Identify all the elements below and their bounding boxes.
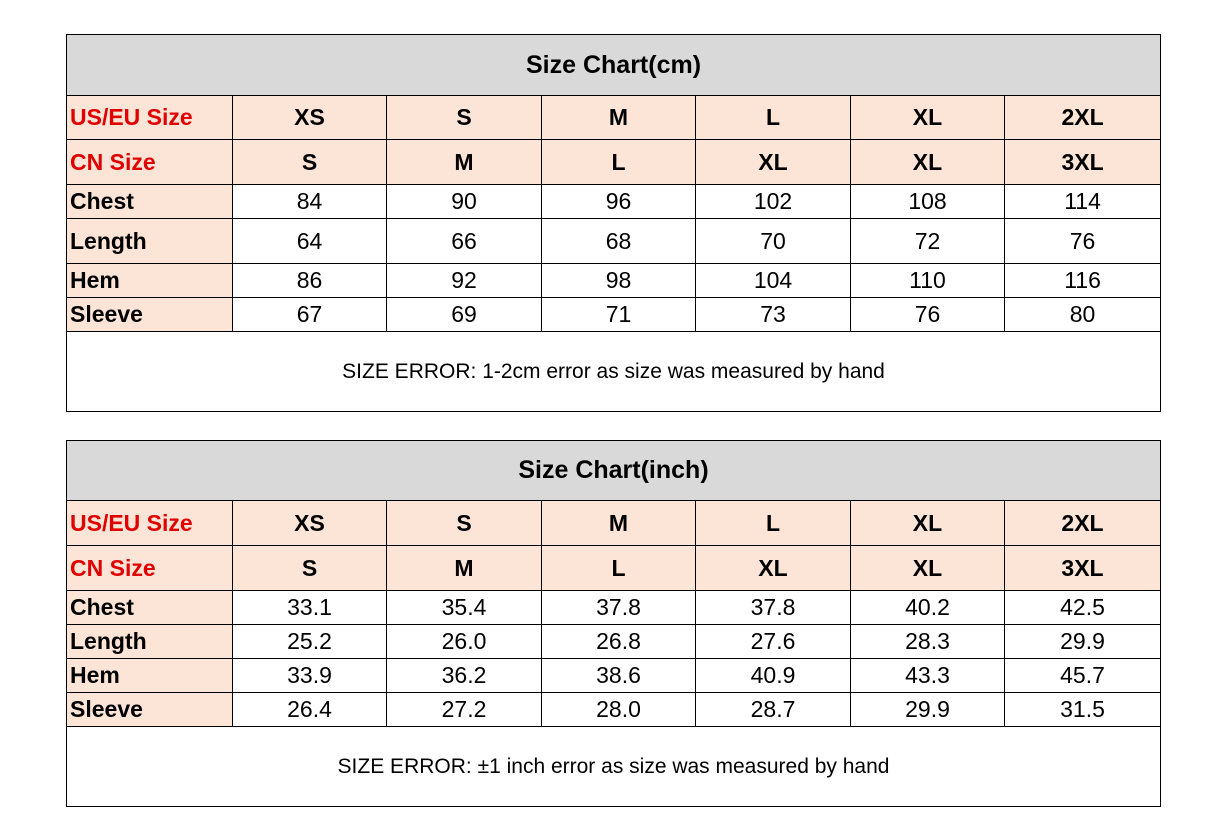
us-eu-size-cell: XL [851,501,1005,546]
value-cell: 33.9 [233,659,387,693]
value-cell: 28.0 [542,693,696,727]
value-cell: 102 [696,185,851,219]
table-row [67,693,1161,727]
table-row [67,625,1161,659]
value-cell: 37.8 [542,591,696,625]
table-row [67,185,1161,219]
cn-size-cell: M [387,546,542,591]
table-row [67,298,1161,332]
value-cell: 68 [542,219,696,264]
value-cell: 26.4 [233,693,387,727]
value-cell: 71 [542,298,696,332]
cn-size-label: CN Size [67,546,233,591]
us-eu-size-cell: XS [233,96,387,140]
value-cell: 67 [233,298,387,332]
value-cell: 66 [387,219,542,264]
value-cell: 26.8 [542,625,696,659]
size-chart-cm [66,34,1161,412]
measure-label: Chest [67,591,233,625]
us-eu-size-cell: 2XL [1005,501,1161,546]
measure-label: Sleeve [67,298,233,332]
value-cell: 35.4 [387,591,542,625]
size-error-note: SIZE ERROR: 1-2cm error as size was measured by hand [67,332,1161,412]
us-eu-size-cell: L [696,501,851,546]
value-cell: 26.0 [387,625,542,659]
cn-size-cell: XL [696,546,851,591]
table-row [67,219,1161,264]
table-row [67,659,1161,693]
measure-label: Length [67,625,233,659]
cn-size-cell: XL [696,140,851,185]
us-eu-size-cell: S [387,501,542,546]
value-cell: 38.6 [542,659,696,693]
value-cell: 37.8 [696,591,851,625]
value-cell: 92 [387,264,542,298]
cn-size-cell: XL [851,546,1005,591]
value-cell: 70 [696,219,851,264]
size-error-note: SIZE ERROR: ±1 inch error as size was measured by hand [67,727,1161,807]
value-cell: 28.3 [851,625,1005,659]
value-cell: 27.6 [696,625,851,659]
value-cell: 36.2 [387,659,542,693]
cn-size-cell: L [542,140,696,185]
value-cell: 114 [1005,185,1161,219]
us-eu-size-cell: 2XL [1005,96,1161,140]
table-row [67,591,1161,625]
value-cell: 69 [387,298,542,332]
value-cell: 25.2 [233,625,387,659]
us-eu-size-cell: S [387,96,542,140]
value-cell: 40.9 [696,659,851,693]
value-cell: 43.3 [851,659,1005,693]
value-cell: 40.2 [851,591,1005,625]
value-cell: 29.9 [851,693,1005,727]
measure-label: Chest [67,185,233,219]
table-row [67,264,1161,298]
us-eu-size-cell: XL [851,96,1005,140]
value-cell: 27.2 [387,693,542,727]
cn-size-cell: XL [851,140,1005,185]
measure-label: Hem [67,659,233,693]
value-cell: 31.5 [1005,693,1161,727]
value-cell: 29.9 [1005,625,1161,659]
value-cell: 45.7 [1005,659,1161,693]
value-cell: 84 [233,185,387,219]
value-cell: 33.1 [233,591,387,625]
us-eu-size-cell: M [542,501,696,546]
value-cell: 64 [233,219,387,264]
value-cell: 76 [1005,219,1161,264]
value-cell: 104 [696,264,851,298]
us-eu-size-cell: L [696,96,851,140]
value-cell: 73 [696,298,851,332]
chart-title: Size Chart(inch) [67,441,1161,501]
us-eu-size-label: US/EU Size [67,96,233,140]
value-cell: 116 [1005,264,1161,298]
cn-size-cell: L [542,546,696,591]
chart-title: Size Chart(cm) [67,35,1161,96]
cn-size-cell: M [387,140,542,185]
value-cell: 108 [851,185,1005,219]
cn-size-cell: S [233,546,387,591]
value-cell: 110 [851,264,1005,298]
value-cell: 80 [1005,298,1161,332]
measure-label: Sleeve [67,693,233,727]
cn-size-cell: 3XL [1005,140,1161,185]
us-eu-size-cell: XS [233,501,387,546]
value-cell: 90 [387,185,542,219]
us-eu-size-cell: M [542,96,696,140]
value-cell: 76 [851,298,1005,332]
measure-label: Hem [67,264,233,298]
value-cell: 42.5 [1005,591,1161,625]
value-cell: 98 [542,264,696,298]
us-eu-size-label: US/EU Size [67,501,233,546]
value-cell: 86 [233,264,387,298]
value-cell: 72 [851,219,1005,264]
value-cell: 28.7 [696,693,851,727]
cn-size-cell: 3XL [1005,546,1161,591]
value-cell: 96 [542,185,696,219]
size-chart-inch [66,440,1161,807]
cn-size-cell: S [233,140,387,185]
measure-label: Length [67,219,233,264]
cn-size-label: CN Size [67,140,233,185]
